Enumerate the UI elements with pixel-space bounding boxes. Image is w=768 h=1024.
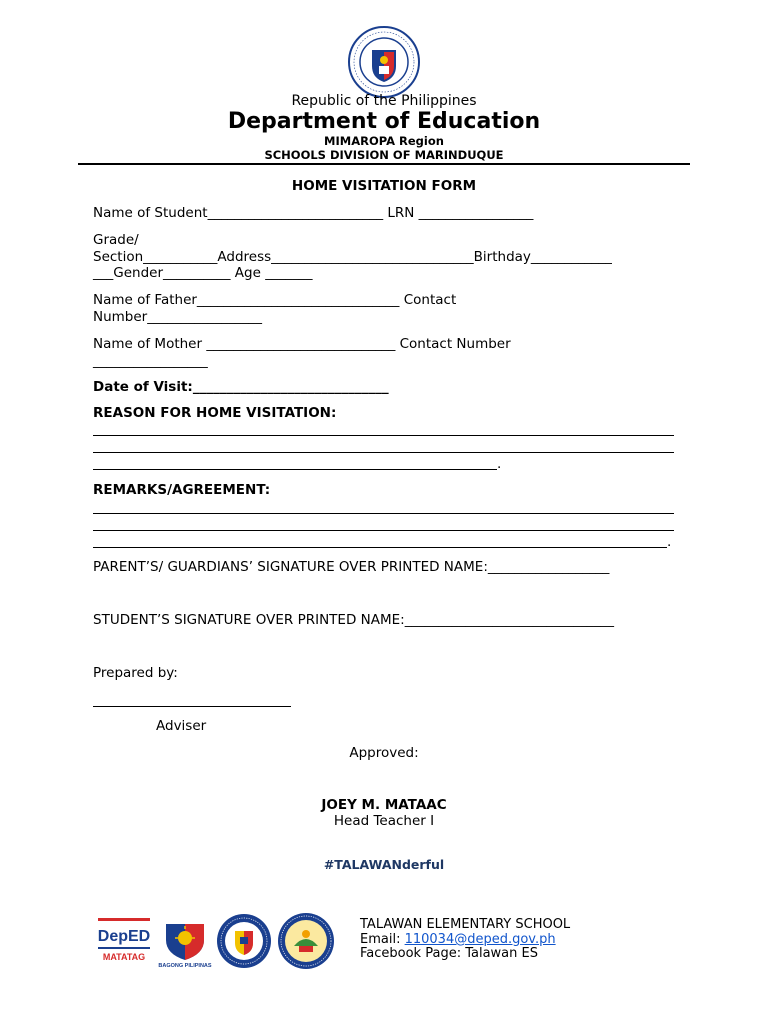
father-contact-row: Number_________________ bbox=[93, 309, 262, 325]
father-row: Name of Father______________________________ Contact bbox=[93, 292, 457, 308]
visit-date-row: Date of Visit:_____________________________ bbox=[93, 379, 389, 395]
matatag-wordmark: MATATAG bbox=[102, 952, 146, 962]
talawan-school-seal bbox=[277, 912, 335, 970]
parent-signature-row: PARENT’S/ GUARDIANS’ SIGNATURE OVER PRINTED NAME:__________________ bbox=[93, 559, 610, 575]
school-name: TALAWAN ELEMENTARY SCHOOL bbox=[360, 917, 571, 932]
division-marinduque-seal bbox=[216, 913, 272, 969]
mother-row: Name of Mother ____________________________ Contact Number bbox=[93, 336, 511, 352]
bagong-wordmark: BAGONG PILIPINAS bbox=[158, 963, 212, 968]
approved-label: Approved: bbox=[349, 745, 419, 761]
deped-seal bbox=[348, 26, 420, 98]
email-label: Email: bbox=[360, 932, 405, 947]
reason-line-1 bbox=[93, 435, 674, 436]
region-line: MIMAROPA Region bbox=[324, 134, 444, 148]
division-line: SCHOOLS DIVISION OF MARINDUQUE bbox=[264, 148, 504, 162]
remarks-line-2 bbox=[93, 530, 674, 531]
deped-matatag-logo bbox=[96, 914, 152, 968]
bagong-pilipinas-logo bbox=[158, 914, 212, 968]
email-row bbox=[360, 932, 556, 947]
email-link[interactable]: 110034@deped.gov.ph bbox=[404, 932, 556, 947]
remarks-line-1 bbox=[93, 513, 674, 514]
gender-age-row: ___Gender__________ Age _______ bbox=[93, 265, 313, 281]
department-title: Department of Education bbox=[227, 109, 541, 134]
prepared-by-label: Prepared by: bbox=[93, 665, 178, 681]
adviser-label: Adviser bbox=[156, 718, 207, 734]
facebook-row: Facebook Page: Talawan ES bbox=[360, 946, 538, 961]
remarks-end-mark: . bbox=[667, 534, 672, 550]
student-signature-row: STUDENT’S SIGNATURE OVER PRINTED NAME:_______________________________ bbox=[93, 612, 614, 628]
remarks-line-3 bbox=[93, 547, 667, 548]
reason-line-3 bbox=[93, 469, 497, 470]
deped-wordmark: DepED bbox=[97, 928, 151, 945]
header-divider bbox=[78, 163, 690, 165]
approver-title: Head Teacher I bbox=[333, 813, 435, 829]
reason-label: REASON FOR HOME VISITATION: bbox=[93, 405, 337, 421]
reason-line-2 bbox=[93, 452, 674, 453]
approver-name: JOEY M. MATAAC bbox=[321, 797, 447, 813]
adviser-signature-line bbox=[93, 706, 291, 707]
reason-end-mark: . bbox=[497, 456, 502, 472]
mother-contact-row: _________________ bbox=[93, 353, 208, 369]
form-title: HOME VISITATION FORM bbox=[291, 178, 477, 194]
hashtag: #TALAWANderful bbox=[323, 857, 445, 872]
student-name-row: Name of Student__________________________ LRN _________________ bbox=[93, 205, 534, 221]
remarks-label: REMARKS/AGREEMENT: bbox=[93, 482, 271, 498]
grade-label: Grade/ bbox=[93, 232, 139, 248]
country-line: Republic of the Philippines bbox=[291, 93, 477, 109]
section-address-row: Section___________Address______________________________Birthday____________ bbox=[93, 249, 612, 265]
